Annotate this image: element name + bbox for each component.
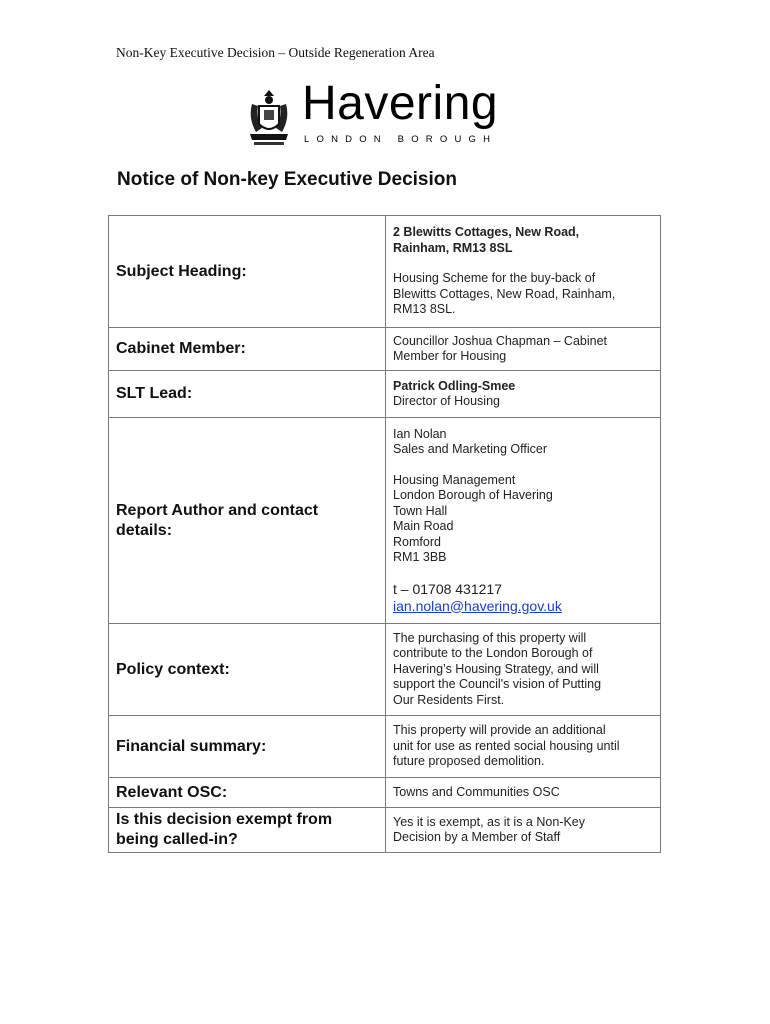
subject-line-2: Blewitts Cottages, New Road, Rainham, (393, 286, 616, 301)
exempt-label-1: Is this decision exempt from (116, 811, 333, 828)
subject-line-3: RM13 8SL. (393, 302, 456, 317)
slt-label: SLT Lead: (109, 371, 386, 418)
cabinet-label: Cabinet Member: (109, 328, 386, 371)
financial-line: unit for use as rented social housing until (393, 738, 620, 753)
osc-label: Relevant OSC: (109, 778, 386, 808)
subject-bold-1: 2 Blewitts Cottages, New Road, (393, 225, 580, 240)
address-line: RM1 3BB (393, 550, 447, 564)
slt-name: Patrick Odling-Smee (393, 378, 516, 393)
decision-table (108, 215, 661, 853)
borough-crest-icon (244, 88, 294, 148)
row-financial (109, 716, 661, 778)
cabinet-line-2: Member for Housing (393, 349, 507, 363)
subject-label: Subject Heading: (109, 216, 386, 328)
subject-bold-2: Rainham, RM13 8SL (393, 240, 513, 255)
page-header: Non-Key Executive Decision – Outside Regeneration Area (116, 45, 435, 60)
address-line: London Borough of Havering (393, 488, 553, 502)
policy-line: Our Residents First. (393, 692, 505, 707)
author-role: Sales and Marketing Officer (393, 442, 548, 456)
policy-label: Policy context: (109, 624, 386, 716)
subject-value (386, 216, 661, 328)
address-line: Housing Management (393, 472, 516, 487)
exempt-label-2: being called-in? (116, 831, 238, 848)
financial-value (386, 716, 661, 778)
author-label: Report Author and contact details: (109, 418, 386, 624)
page-title: Notice of Non-key Executive Decision (117, 169, 457, 190)
financial-line: future proposed demolition. (393, 754, 545, 769)
subject-line-1: Housing Scheme for the buy-back of (393, 271, 596, 286)
slt-value (386, 371, 661, 418)
osc-value: Towns and Communities OSC (386, 778, 661, 808)
author-value (386, 418, 661, 624)
author-phone: t – 01708 431217 (393, 580, 502, 597)
exempt-line-1: Yes it is exempt, as it is a Non-Key (393, 814, 585, 829)
policy-line: contribute to the London Borough of (393, 646, 593, 661)
address-line: Main Road (393, 519, 454, 533)
financial-line: This property will provide an additional (393, 723, 606, 738)
author-email-link[interactable]: ian.nolan@havering.gov.uk (393, 597, 562, 614)
havering-logo (244, 77, 524, 150)
row-osc (109, 778, 661, 808)
exempt-label (109, 808, 386, 853)
row-slt (109, 371, 661, 418)
exempt-line-2: Decision by a Member of Staff (393, 830, 561, 844)
row-policy (109, 624, 661, 716)
financial-label: Financial summary: (109, 716, 386, 778)
cabinet-value (386, 328, 661, 371)
policy-value (386, 624, 661, 716)
address-line: Town Hall (393, 503, 448, 518)
logo-name: Havering (302, 77, 499, 130)
exempt-value (386, 808, 661, 853)
policy-line: Havering’s Housing Strategy, and will (393, 661, 599, 676)
row-cabinet (109, 328, 661, 371)
logo-subtitle: LONDON BOROUGH (304, 134, 498, 145)
policy-line: The purchasing of this property will (393, 630, 587, 645)
row-subject (109, 216, 661, 328)
row-author (109, 418, 661, 624)
slt-role: Director of Housing (393, 394, 500, 408)
policy-line: support the Council's vision of Putting (393, 677, 602, 692)
cabinet-line-1: Councillor Joshua Chapman – Cabinet (393, 333, 608, 348)
author-name: Ian Nolan (393, 426, 447, 441)
address-line: Romford (393, 534, 441, 549)
row-exempt (109, 808, 661, 853)
